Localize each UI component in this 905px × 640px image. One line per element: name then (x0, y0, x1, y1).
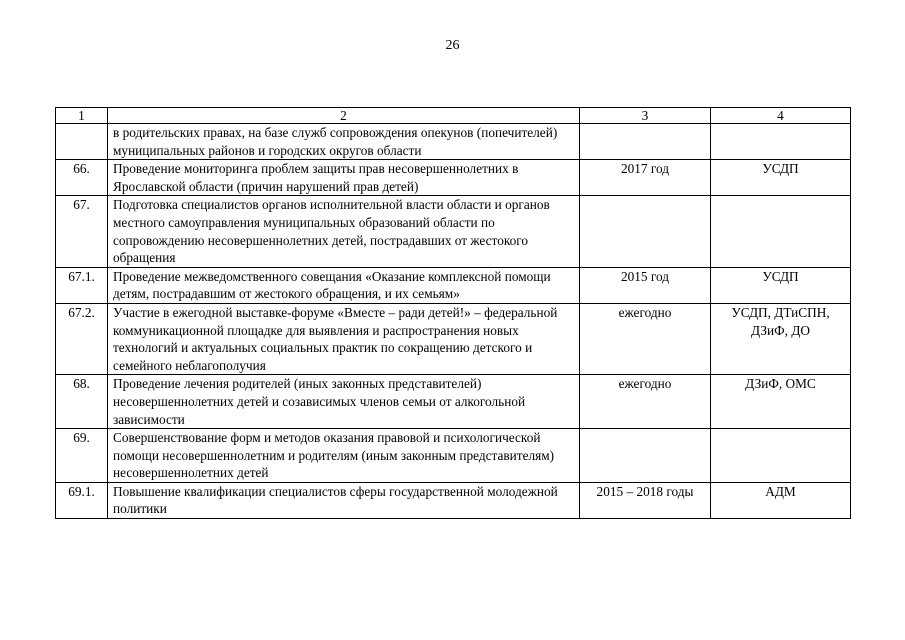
table-row (56, 482, 851, 518)
row-measure-text: Проведение мониторинга проблем защиты прав несовершеннолетних в Ярославской области (причин нарушений прав детей) (108, 160, 580, 196)
row-measure-text: Подготовка специалистов органов исполнительной власти области и органов местного самоуправления муниципальных образований области по сопровождению несовершеннолетних детей, пострадавших от жестокого обращения (108, 196, 580, 267)
row-executor (711, 429, 851, 483)
table-row (56, 267, 851, 303)
row-number (56, 124, 108, 160)
header-cell-4: 4 (711, 108, 851, 124)
row-number: 69. (56, 429, 108, 483)
row-term (580, 429, 711, 483)
row-number: 69.1. (56, 482, 108, 518)
row-executor (711, 196, 851, 267)
row-number: 68. (56, 375, 108, 429)
row-executor (711, 124, 851, 160)
row-number: 67.2. (56, 303, 108, 374)
table-row (56, 429, 851, 483)
table-row (56, 303, 851, 374)
row-measure-text: Совершенствование форм и методов оказания правовой и психологической помощи несовершеннолетним и родителям (иным законным представителям) несовершеннолетних детей (108, 429, 580, 483)
table-row (56, 124, 851, 160)
row-measure-text: Повышение квалификации специалистов сферы государственной молодежной политики (108, 482, 580, 518)
row-measure-text: Проведение межведомственного совещания «Оказание комплексной помощи детям, пострадавшим от жестокого обращения, и их семьям» (108, 267, 580, 303)
row-executor: ДЗиФ, ОМС (711, 375, 851, 429)
header-cell-2: 2 (108, 108, 580, 124)
row-executor: АДМ (711, 482, 851, 518)
row-executor: УСДП (711, 160, 851, 196)
page-number: 26 (445, 38, 460, 53)
header-cell-1: 1 (56, 108, 108, 124)
row-measure-text: в родительских правах, на базе служб сопровождения опекунов (попечителей) муниципальных районов и городских округов области (108, 124, 580, 160)
row-term (580, 124, 711, 160)
row-number: 66. (56, 160, 108, 196)
row-executor: УСДП (711, 267, 851, 303)
header-cell-3: 3 (580, 108, 711, 124)
measures-table (55, 107, 851, 519)
table-header-row (56, 108, 851, 124)
table-row (56, 375, 851, 429)
row-term: ежегодно (580, 375, 711, 429)
row-measure-text: Проведение лечения родителей (иных законных представителей) несовершеннолетних детей и созависимых членов семьи от алкогольной зависимости (108, 375, 580, 429)
row-number: 67.1. (56, 267, 108, 303)
row-executor: УСДП, ДТиСПН, ДЗиФ, ДО (711, 303, 851, 374)
table-row (56, 160, 851, 196)
row-number: 67. (56, 196, 108, 267)
row-term: ежегодно (580, 303, 711, 374)
row-term: 2017 год (580, 160, 711, 196)
row-term (580, 196, 711, 267)
row-measure-text: Участие в ежегодной выставке-форуме «Вместе – ради детей!» – федеральной коммуникационной площадке для выявления и распространения новых технологий и актуальных социальных практик по сокращению детского и семейного неблагополучия (108, 303, 580, 374)
row-term: 2015 – 2018 годы (580, 482, 711, 518)
row-term: 2015 год (580, 267, 711, 303)
table-row (56, 196, 851, 267)
